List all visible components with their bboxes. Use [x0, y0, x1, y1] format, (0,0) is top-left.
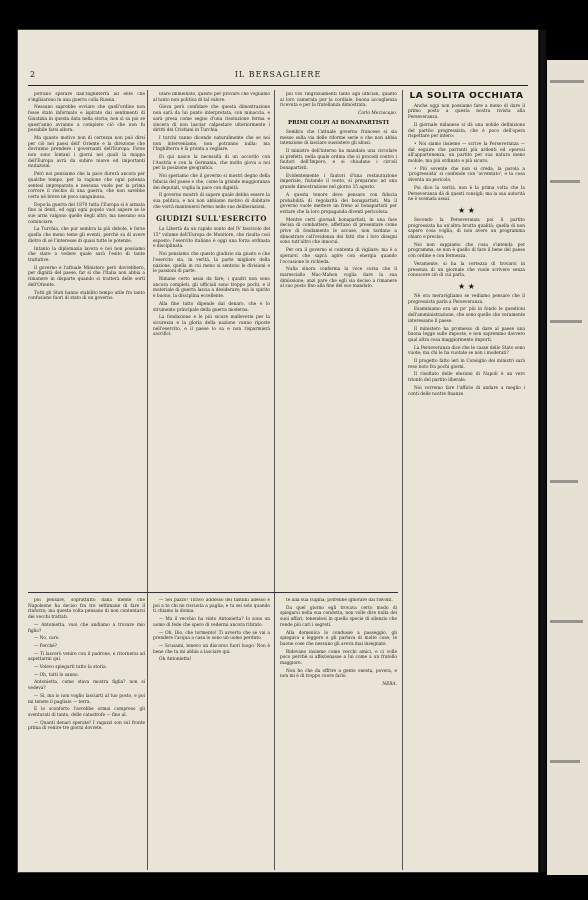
- paragraph: Rimane certo assai da fare; i quadri non sono ancora completi, gli ufficiali sono troppo pochi, e il materiale di guerra lascia a desiderare; ma lo spirito è buono, la disciplina eccellente.: [153, 276, 270, 300]
- paragraph: Noi pensiamo che questo giudizio sia giusto e che l'esercito sia, in verità, la parte migliore della nazione, quella in cui meno si sentono le divisioni e le passioni di parte.: [153, 252, 270, 275]
- paragraph: La fondazione e le più sicure malleverie per la sicurezza e la gloria della nazione vanno riposte nell'esercito, e il paese lo sa e non risparmierà sacrifici.: [153, 315, 270, 338]
- column-divider: [147, 90, 148, 870]
- column-3-feuilleton: [280, 598, 397, 868]
- column-2: [153, 92, 270, 590]
- paragraph: Nessuno saprebbe ovviare che quell'ordine non fosse stato informato e ispirato dai sentimenti di Giustizia in questa data nella storia; non si sa poi se quest'anno avranno a compiere ciò che non fu possibile farsi allora.: [28, 105, 145, 134]
- paragraph: — Volevo spiegarti tutto la storia.: [34, 665, 108, 671]
- paragraph: litare immediato, questo per provare che vogliamo al tanto non politica di tal valore.: [153, 92, 270, 103]
- paragraph: Nulla sinora conferma la voce corsa che il maresciallo Mac-Mahon voglia dare la sua dimissione; anzi pare che egli sia deciso a rimanere al suo posto fino alla fine del suo mandato.: [280, 267, 397, 290]
- strip-rule: [550, 180, 580, 183]
- paragraph: Sembra che l'attuale governo francese si sia messo sulla via delle riforme serie e che non abbia intenzione di lasciare sussistere gli abusi.: [280, 129, 397, 147]
- paragraph: Il progetto fatto ieri in Consiglio dei ministri sarà reso noto fra pochi giorni.: [408, 359, 525, 370]
- paragraph: più vivi ringraziamenti tanto agli ufficiali, quanto ai loro camerata per la cordiale, buona accoglienza ricevuta e per la fratellanza dimostrata.: [280, 92, 397, 109]
- paragraph: A questa tenore deve pensare con fiducia probabilità di regolarità dei bonapartisti. Ma il governo vuole mettere un freno ai bonapartisti per evitare che la loro propaganda diventi pericolosa.: [280, 192, 397, 215]
- strip-rule: [550, 480, 578, 483]
- paragraph: — Sei pazzo! Tiravo addosso dei fastidii adesso e poi a te chi ne riscuota a paglia; e tu sei solo quando ti chiamo la donna.: [153, 598, 270, 615]
- running-head: IL BERSAGLIERE: [234, 70, 322, 79]
- paragraph: Il ministero ha promesso di dare al paese una buona legge sulle imposte, e non sapremmo davvero qual altra cosa maggiormente importi.: [408, 326, 525, 343]
- column-2-feuilleton: [153, 598, 270, 868]
- paragraph: Secondo la Perseveranza poi il partito progressista ha un'altra brutta qualità; quella di non sapere cosa voglia, di non avere un programma chiaro e preciso.: [408, 217, 525, 241]
- paragraph: Noi vorremo fare l'ufficio di andare a meglio i conti delle nostre finanze.: [408, 385, 525, 397]
- section-title: GIUDIZI SULL'ESERCITO: [156, 214, 267, 224]
- section-title: LA SOLITA OCCHIATA: [409, 92, 524, 101]
- paragraph: Oh Antonietta!: [159, 657, 192, 663]
- paragraph: • Noi siamo insieme — scrive la Perseveranza — dal seguire che parranti più ardenti ed operosi all'appartenenza; un partito per sua natura meno mobile, ma più ordinato e più sicuro.: [408, 141, 525, 165]
- paragraph: Alla domenica lo condusse a passeggio, gli spiegava a leggere e gli parlava di molte cose; le buone cose che nessuno gli aveva mai insegnate.: [280, 630, 397, 647]
- column-1: [28, 92, 145, 590]
- adjacent-page-strip: [547, 60, 588, 875]
- paragraph: Veramente, si ha la certezza di trovarsi in presenza di un giornale che vuole scrivere senza conoscere ciò di cui parla.: [408, 261, 525, 279]
- paragraph: — Perchè?: [34, 643, 57, 649]
- paragraph: E lo sconforto l'avrebbe ormai compreso gli sventurati di tanto, delle catastrofe — fino al.: [28, 707, 145, 718]
- paragraph: te alla sua cugina; potrebbe ignorare dai risvolti.: [286, 598, 393, 603]
- paragraph: poi pensare, soprattutto dalla mente che Napoleone ha deciso fra tre settimane di fare il rinforzo; ma questa volta pensano di non contentarsi dei vecchi trattati.: [28, 598, 145, 621]
- paragraph: Il governo mostrò di sapere quale debba essere la sua politica, e noi non abbiamo motivo di dubitare che vorrà mantenersi fermo nelle sue deliberazioni.: [153, 193, 270, 210]
- paragraph: Da quel giorno egli trovava certo modo di spiegarsi nella sua condotta, non volle dire nulla dei suoi affari; tenendosi in quella specie di silenzio che rende più cari i segreti.: [280, 605, 397, 628]
- paragraph: • Più sovente che non si creda, la parola a 'progressista' si confonde con 'avventato', e la cosa diventa un pericolo.: [408, 166, 525, 184]
- section-stars: ★ ★: [458, 281, 475, 291]
- paragraph: — Antonietta, vuoi che andiamo a trovare mio figlio?: [28, 622, 145, 634]
- paragraph: Di qui nasce la necessità di un accordo con l'Austria e con la Germania, che molto giova a noi per la posizione geografica.: [153, 155, 270, 172]
- paragraph: Esaminiamo ora un po' più in fondo le questioni dell'amministrazione, che sono quelle che veramente interessano il paese.: [408, 307, 525, 324]
- strip-rule: [550, 620, 583, 623]
- paragraph: Il governo e l'attuale Ministero però dovrebbero, per dignità del paese, far sì che l'Italia non abbia a rimanere in disparte quando si tratterà delle sorti dell'Oriente.: [28, 265, 145, 288]
- paragraph: La Libertà da un rapido sunto del IV fascicolo del 15° volume dell'Europa de Monitore, che risulta così esposto: l'esercito italiano è oggi una forza ordinata e disciplinata.: [153, 227, 270, 250]
- paragraph: Tutti gli Stati hanno stabilito tempo utile fra tanto confusione fuori di stato di un governo.: [28, 290, 145, 302]
- paragraph: Antonietta, come stava mostra figlia? non si vedeva?: [28, 680, 145, 692]
- column-4: [408, 92, 525, 862]
- paragraph: Anche oggi non possiamo fare a meno di dare il primo posto a questa nostra rivista alla Perseveranza.: [408, 103, 525, 121]
- binding-gap: [540, 30, 546, 872]
- paragraph: Intanto la diplomazia lavora e noi non possiamo che stare a vedere quale sarà l'esito di tante trattative.: [28, 246, 145, 263]
- strip-rule: [550, 80, 584, 83]
- paragraph: Non ho che da offrire a gente onesta, povera, e non mi è di troppo cuore farlo.: [280, 668, 397, 680]
- page-number: 2: [30, 70, 36, 79]
- section-divider: [28, 592, 398, 593]
- paragraph: Il giornale milanese si dà una nobile definizione del partito progressista, che è poco dell'opera rispettare per intero:: [408, 122, 525, 140]
- paragraph: Mentre certi giornali bonapartisti, in una fase decisa di combattere, affettano di presentare come prive di fondamento le accuse, non tardano a dimostrare coll'evidenza dei fatti che i loro disegni sono tutt'altro che innocui.: [280, 217, 397, 246]
- column-1-feuilleton: [28, 598, 145, 868]
- paragraph: — Ma il vecchio ha vinto Antonietta? Io sono un uomo di fede che spero di vedermi ancora ritirato.: [153, 617, 270, 628]
- paragraph: Giova però confidare che questa dimostrazione non sarà da lui punto interpretata, con minaccia, e sarà presa come segno d'una risoluzione ferma e sincera di non lasciar calpestare ulteriormente i diritti dei Cristiani in Turchia.: [153, 105, 270, 134]
- paragraph: La Perseveranza dice che le casse dello Stato sono vuote; ma chi le ha vuotate se non i moderati?: [408, 345, 525, 357]
- paragraph: Poi dice la verità, non è la prima volta che la Perseveranza dà di questi consigli; ma la sua autorità ne è scemata assai.: [408, 185, 525, 203]
- paragraph: Dopo la guerra del 1870 tutta l'Europa si è armata fino ai denti, ed oggi ogni popolo vuol sapere se le sue armi valgono quelle degli altri; ma nessuno osa cominciare.: [28, 202, 145, 225]
- paragraph: Il risultato delle elezioni di Napoli è un vero trionfo del partito liberale.: [408, 372, 525, 384]
- paragraph: Ridevano insieme come vecchi amici, e ci volle poco perchè si affezionasse a lui come a un fratello maggiore.: [280, 649, 397, 667]
- paragraph: Noi non sappiamo che cosa s'intenda per programma, se non è quello di fare il bene del paese con ordine e con fermezza.: [408, 242, 525, 260]
- paragraph: — Oh, tutti lo sanno.: [34, 672, 79, 678]
- paragraph: — Quanti denari sperate? I ragazzi son sul fronte prima di venire tre giorni dovrete.: [28, 720, 145, 732]
- paragraph: Però noi pensiamo che la pace durerà ancora per qualche tempo, per la ragione che ogni potenza sentesi impreparata e nessuna vuole per la prima correre il rischio di una guerra, che non sarebbe certo nè breve nè poco sanguinosa.: [28, 172, 145, 200]
- paragraph: — No, caro.: [34, 636, 60, 642]
- paragraph: Evidentemente i fautori d'una restaurazione imperiale, fiutando il vento, si preparano ad una grande dimostrazione nel giorno 15 agosto.: [280, 173, 397, 191]
- column-divider: [274, 90, 275, 870]
- header-rule: [28, 85, 528, 86]
- newspaper-page: [18, 30, 538, 872]
- paragraph: Noi speriamo che il governo si mostri degno della fiducia del paese e che, come la grande maggioranza dei deputati, voglia la pace con dignità.: [153, 174, 270, 191]
- paragraph: Nè ora meravigliamo se vediamo pensare che il progressista parla a Perseveranza.: [408, 293, 525, 305]
- strip-rule: [550, 320, 582, 323]
- paragraph: — Scusami, tenevo un discorso fuori luogo. Non è bene che tu mi abbia a lasciare qui.: [153, 643, 270, 655]
- column-3: [280, 92, 397, 590]
- signature: NERA.: [382, 682, 397, 688]
- paragraph: potrano sperare dall'Inghilterra ad ente che s'inglisarono in una guerra colla Russia.: [28, 92, 145, 103]
- paragraph: Per ora il governo si contenta di vigilare; ma è a sperarsi che saprà agire con energia quando l'occasione lo richieda.: [280, 248, 397, 265]
- strip-rule: [550, 760, 580, 763]
- paragraph: — Sì, ma io non voglio lasciarti al tuo posto, e poi mi tenete il pagliaio — terra.: [28, 693, 145, 705]
- column-divider: [402, 90, 403, 870]
- paragraph: — Oh, Dio, che tormento! Ti avverto che se vai a prendere l'acqua a casa io sono un uomo perduto.: [153, 630, 270, 642]
- paragraph: Alla fine tutto dipende dal denaro, che è lo strumento principale della guerra moderna.: [153, 301, 270, 313]
- paragraph: — Ti lascerò venire con il padrone, e ritornerai ad aspettarmi qui.: [28, 651, 145, 663]
- paragraph: Ma quanto motivo non di certezza non può dirsi per ciò nei paesi dell' Oriente e la direzione che dovranno prendere i governanti dell'Europa. Forse non sono lontani i giorni nei quali la mappa dell'Europa avrà da subire nuove ed importanti mutazioni.: [28, 135, 145, 170]
- paragraph: I turchi vanno dicendo naturalmente che se noi non interveniamo, non potranno nulla; ma l'Inghilterra è là pronta a vegliare.: [153, 135, 270, 153]
- paragraph: Il ministro dell'interno ha mandato una circolare ai prefetti, nella quale ordina che si procedi contro i fautori dell'Impero, e si chiudano i circoli bonapartisti.: [280, 148, 397, 172]
- signature: Carlo Mezzacapo.: [358, 111, 397, 117]
- paragraph: La Turchia, che pur sembra la più debole, è forse quella che meno teme gli eventi, perchè sa di avere dietro di sè l'interesse di quasi tutte le potenze.: [28, 227, 145, 244]
- section-title: PRIMI COLPI AI BONAPARTISTI: [288, 119, 389, 126]
- section-stars: ★ ★: [458, 205, 475, 215]
